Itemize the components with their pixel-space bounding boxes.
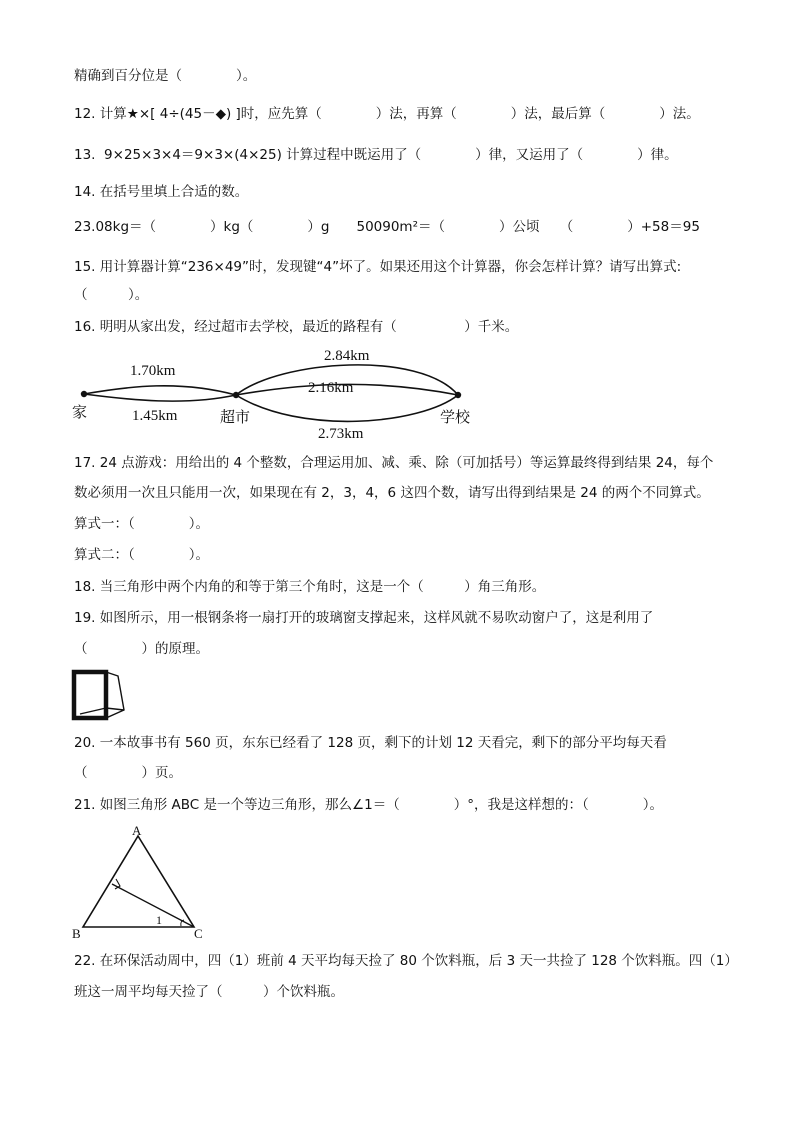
formula-one: 算式一：（ ）。 — [74, 516, 209, 532]
distance-bottom-arc: 2.73km — [318, 426, 364, 442]
school-label: 学校 — [440, 408, 471, 426]
formula-two: 算式二：（ ）。 — [74, 547, 209, 563]
home-point — [81, 391, 87, 397]
question-20: 20. 一本故事书有 560 页，东东已经看了 128 页，剩下的计划 12 天看完，剩下的部分平均每天看 — [74, 735, 667, 751]
vertex-a: A — [132, 823, 142, 838]
question-12: 12. 计算★×[ 4÷(45－◆) ]时，应先算（ ）法，再算（ ）法，最后算（ ）法。 — [74, 106, 700, 122]
question-14: 14. 在括号里填上合适的数。 — [74, 184, 249, 200]
question-22-cont: 班这一周平均每天捡了（ ）个饮料瓶。 — [74, 984, 344, 1000]
window-figure — [70, 668, 130, 722]
distance-middle: 2.16km — [308, 380, 354, 396]
question-20-cont: （ ）页。 — [74, 765, 182, 781]
question-18: 18. 当三角形中两个内角的和等于第三个角时，这是一个（ ）角三角形。 — [74, 579, 546, 595]
steel-bar-2 — [106, 708, 124, 710]
question-21: 21. 如图三角形 ABC 是一个等边三角形，那么∠1＝（ ）°，我是这样想的：（ ）。 — [74, 797, 663, 813]
market-point — [233, 392, 239, 398]
distance-top-arc: 2.84km — [324, 348, 370, 364]
question-17-cont: 数必须用一次且只能用一次，如果现在有 2，3，4，6 这四个数，请写出得到结果是 24 的两个不同算式。 — [74, 485, 710, 501]
route-map-figure — [70, 340, 490, 445]
route-home-market-top — [84, 386, 236, 395]
question-15-answer: （ ）。 — [74, 287, 149, 303]
question-13: 13. 9×25×3×4＝9×3×(4×25) 计算过程中既运用了（ ）律，又运用了（ ）律。 — [74, 147, 678, 163]
distance-bottom-left: 1.45km — [132, 408, 178, 424]
angle-1-label: 1 — [156, 913, 162, 927]
school-point — [455, 392, 461, 398]
home-label: 家 — [72, 403, 88, 421]
question-17: 17. 24 点游戏：用给出的 4 个整数，合理运用加、减、乘、除（可加括号）等运算最终得到结果 24，每个 — [74, 455, 714, 471]
route-home-market-bottom — [84, 394, 236, 401]
steel-bar — [80, 708, 106, 714]
question-19: 19. 如图所示，用一根钢条将一扇打开的玻璃窗支撑起来，这样风就不易吹动窗户了，这是利用了 — [74, 610, 654, 626]
question-text: 精确到百分位是（ ）。 — [74, 68, 257, 84]
vertex-b: B — [72, 926, 81, 941]
open-window-pane — [106, 672, 124, 718]
triangle-abc — [83, 836, 194, 927]
market-label: 超市 — [220, 408, 251, 426]
distance-top-left: 1.70km — [130, 363, 176, 379]
triangle-figure — [68, 822, 218, 942]
question-19-cont: （ ）的原理。 — [74, 641, 209, 657]
question-14-blanks: 23.08kg＝（ ）kg（ ）g 50090m²＝（ ）公顷 （ ）+58＝95 — [74, 219, 700, 235]
question-22: 22. 在环保活动周中，四（1）班前 4 天平均每天捡了 80 个饮料瓶，后 3 天一共捡了 128 个饮料瓶。四（1） — [74, 953, 738, 969]
question-16: 16. 明明从家出发，经过超市去学校，最近的路程有（ ）千米。 — [74, 319, 519, 335]
route-bottom-arc — [236, 395, 458, 421]
vertex-c: C — [194, 926, 203, 941]
question-15: 15. 用计算器计算“236×49”时，发现键“4”坏了。如果还用这个计算器，你会怎样计算？请写出算式: — [74, 259, 682, 275]
